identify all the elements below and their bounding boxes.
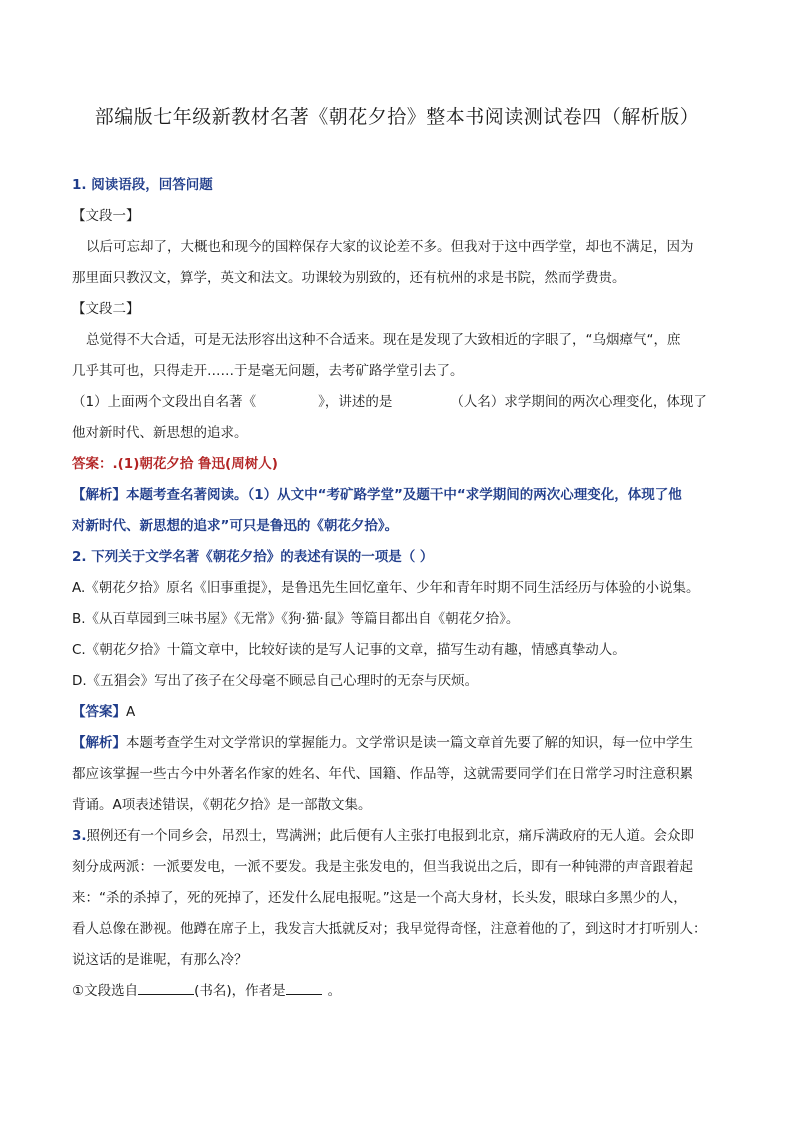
q3-line5: 说这话的是谁呢，有那么冷？	[72, 952, 248, 968]
q1-seg2-label: 【文段二】	[72, 301, 140, 317]
q2-analysis-line3: 背诵。A项表述错误，《朝花夕拾》是一部散文集。	[72, 797, 372, 813]
q3-sub-part-a: ①文段选自	[72, 983, 139, 999]
q1-sub-part-a: （1）上面两个文段出自名著《	[72, 394, 257, 410]
q2-option-a: A.《朝花夕拾》原名《旧事重提》，是鲁迅先生回忆童年、少年和青年时期不同生活经历与体验的小说集。	[72, 580, 700, 596]
q2-answer	[72, 697, 724, 728]
q2-analysis-line2: 都应该掌握一些古今中外著名作家的姓名、年代、国籍、作品等，这就需要同学们在日常学习时注意积累	[72, 766, 693, 782]
q1-analysis-tag: 【解析】	[72, 487, 126, 503]
q1-seg2-line2: 几乎其可也，只得走开……于是毫无问题，去考矿路学堂引去了。	[72, 363, 464, 379]
q3-line4: 看人总像在渺视。他蹲在席子上，我发言大抵就反对；我早觉得奇怪，注意着他的了，到这时才打听别人：	[72, 921, 707, 937]
q2-analysis-line1	[72, 728, 724, 759]
q1-seg1-line1: 以后可忘却了，大概也和现今的国粹保存大家的议论差不多。但我对于这中西学堂，却也不满足，因为	[86, 239, 694, 255]
q1-analysis-text: 本题考查名著阅读。（1）从文中“考矿路学堂”及题干中“求学期间的两次心理变化，体现了他	[126, 487, 682, 503]
q3-line2: 刻分成两派：一派要发电，一派不要发。我是主张发电的，但当我说出之后，即有一种钝滞的声音跟着起	[72, 859, 693, 875]
content-body	[72, 170, 724, 1007]
q1-sub-question	[72, 387, 724, 418]
q2-analysis-text: 本题考查学生对文学常识的掌握能力。文学常识是读一篇文章首先要了解的知识，每一位中学生	[126, 735, 693, 751]
q1-sub-part-b: 》，讲述的是	[318, 394, 393, 410]
q3-sub-part-c: 。	[327, 983, 342, 999]
q2-answer-tag: 【答案】	[72, 704, 126, 720]
q2-option-b: B.《从百草园到三味书屋》《无常》《狗·猫·鼠》等篇目都出自《朝花夕拾》。	[72, 611, 520, 627]
q3-blank-book[interactable]	[138, 980, 194, 995]
q1-seg1-line2: 那里面只教汉文，算学，英文和法文。功课较为别致的，还有杭州的求是书院，然而学费贵。	[72, 270, 626, 286]
q3-blank-author[interactable]	[286, 980, 322, 995]
q1-sub-part-c: （人名）求学期间的两次心理变化，体现了	[450, 394, 707, 410]
q2-option-d: D.《五猖会》写出了孩子在父母毫不顾忌自己心理时的无奈与厌烦。	[72, 673, 479, 689]
q2-heading: 2. 下列关于文学名著《朝花夕拾》的表述有误的一项是（ ）	[72, 549, 434, 565]
q2-option-c: C.《朝花夕拾》十篇文章中，比较好读的是写人记事的文章，描写生动有趣，情感真挚动人。	[72, 642, 626, 658]
q1-seg2-line1: 总觉得不大合适，可是无法形容出这种不合适来。现在是发现了大致相近的字眼了，“乌烟瘴气“，庶	[86, 332, 681, 348]
q3-sub-part-b: (书名)，作者是	[194, 983, 286, 999]
q1-analysis-line2: 对新时代、新思想的追求”可只是鲁迅的《朝花夕拾》。	[72, 518, 399, 534]
q3-line3: 来：“杀的杀掉了，死的死掉了，还发什么屁电报呢。”这是一个高大身材，长头发，眼球白多黑少的人，	[72, 890, 687, 906]
q3-sub-question	[72, 976, 724, 1007]
page-title: 部编版七年级新教材名著《朝花夕拾》整本书阅读测试卷四（解析版）	[94, 106, 700, 128]
q3-line1	[72, 821, 724, 852]
q1-seg1-label: 【文段一】	[72, 208, 140, 224]
q3-number: 3.	[72, 828, 87, 844]
q1-analysis-line1	[72, 480, 724, 511]
q2-analysis-tag: 【解析】	[72, 735, 126, 751]
q2-answer-value: A	[126, 704, 136, 720]
q3-text: 照例还有一个同乡会，吊烈士，骂满洲；此后便有人主张打电报到北京，痛斥满政府的无人道。会众即	[86, 828, 695, 844]
q1-sub-question-line2: 他对新时代、新思想的追求。	[72, 425, 248, 441]
q1-answer: 答案：.(1)朝花夕拾 鲁迅(周树人)	[72, 456, 278, 472]
q1-heading: 1. 阅读语段，回答问题	[72, 177, 213, 193]
